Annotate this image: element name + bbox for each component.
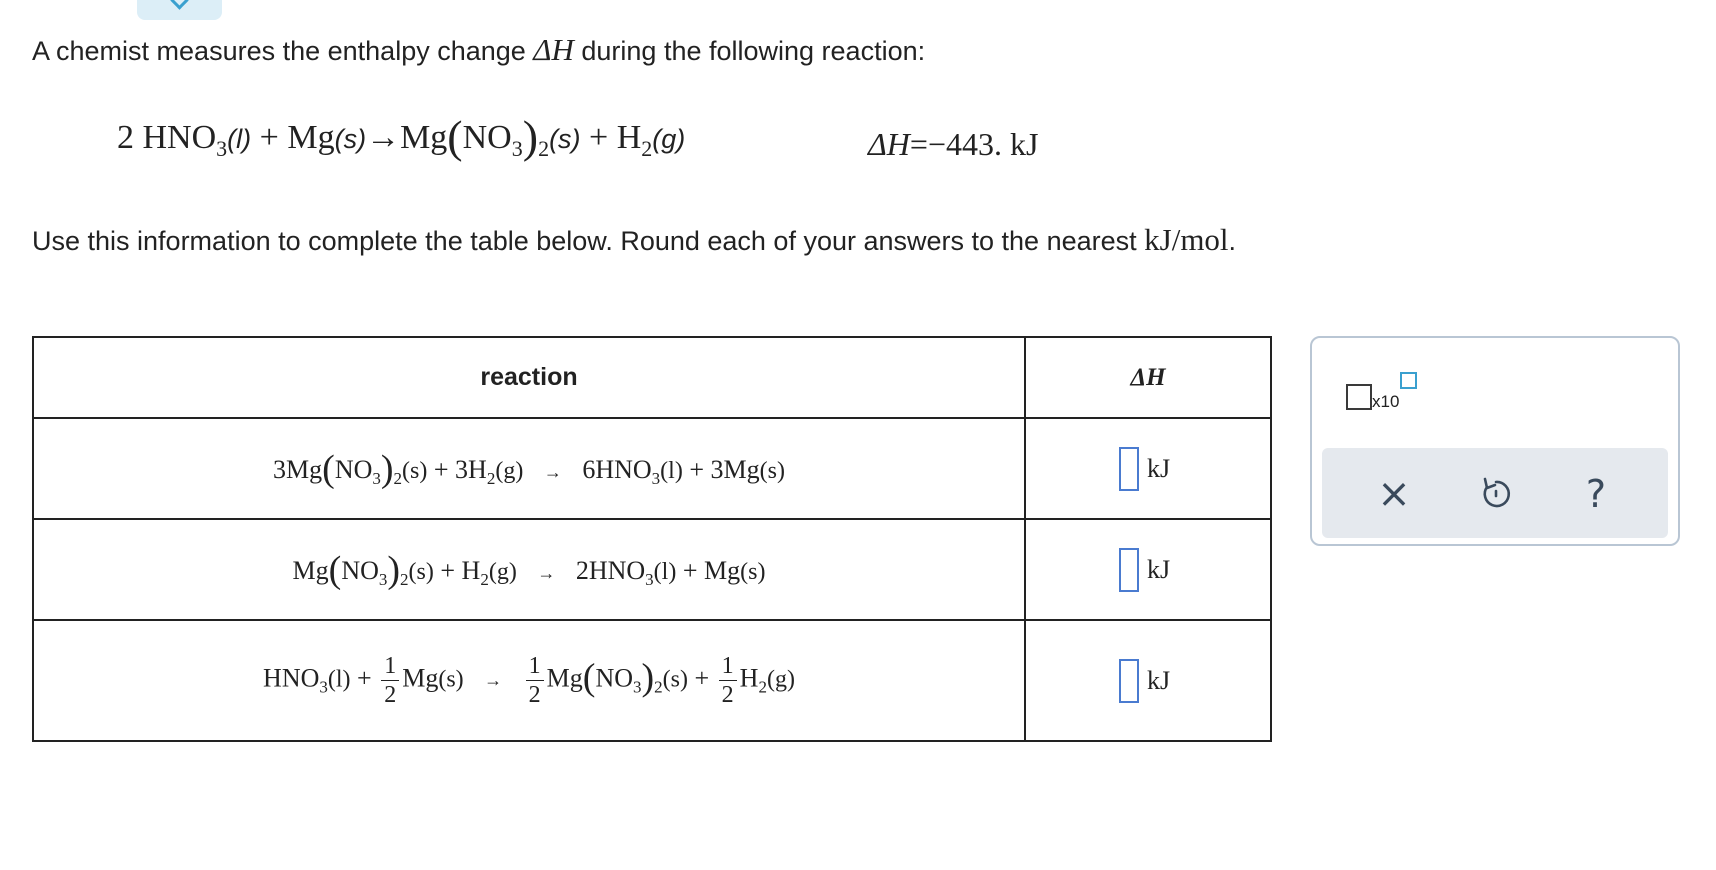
phase-label: (l) — [327, 666, 351, 693]
formula: 6HNO — [582, 454, 652, 484]
given-enthalpy — [868, 126, 1038, 163]
phase-label: (l) — [227, 124, 252, 154]
subscript: 3 — [511, 135, 523, 161]
fraction — [719, 652, 737, 709]
unit-label: kJ — [1147, 554, 1171, 584]
answer-cell — [1025, 620, 1271, 741]
formula: NO — [334, 454, 373, 484]
phase-label: (s) — [402, 457, 428, 484]
reaction-table — [32, 336, 1272, 742]
reaction-arrow: → — [484, 670, 503, 691]
formula: Mg — [546, 663, 583, 693]
table-row — [33, 418, 1271, 519]
unit-label: kJ — [1147, 665, 1171, 695]
phase-label: (g) — [488, 558, 517, 585]
unit-text: kJ/mol — [1144, 222, 1229, 257]
plus-sign: + — [694, 663, 710, 693]
close-icon: × — [1377, 471, 1411, 517]
fraction — [381, 652, 399, 709]
open-paren: ( — [582, 656, 596, 699]
fraction-denominator: 2 — [721, 682, 734, 708]
collapse-tab[interactable] — [137, 0, 222, 20]
plus-sign: + — [689, 454, 704, 484]
base-box-icon — [1346, 384, 1372, 410]
given-reaction — [117, 110, 685, 163]
phase-label: (s) — [740, 558, 766, 585]
delta-h-symbol: ΔH — [868, 126, 910, 162]
open-paren: ( — [328, 548, 342, 591]
subscript: 3 — [645, 569, 654, 589]
reaction-arrow: → — [366, 119, 401, 156]
formula: 3Mg — [273, 454, 323, 484]
delta-h-symbol: ΔH — [1130, 363, 1166, 391]
close-paren: ) — [641, 656, 655, 699]
close-paren: ) — [387, 548, 401, 591]
reactant-formula: Mg — [287, 119, 335, 156]
plus-sign: + — [433, 454, 449, 484]
prompt-line-1 — [32, 32, 925, 68]
fraction — [526, 652, 544, 709]
enthalpy-value: =−443. kJ — [909, 126, 1039, 162]
header-reaction: reaction — [33, 337, 1025, 418]
unit-label: kJ — [1147, 453, 1171, 483]
phase-label: (s) — [549, 124, 581, 154]
answer-cell — [1025, 519, 1271, 620]
answer-tools-panel — [1310, 336, 1680, 546]
product-formula: NO — [462, 119, 512, 156]
help-icon: ? — [1585, 472, 1607, 516]
reaction-arrow: → — [543, 461, 562, 482]
phase-label: (s) — [759, 457, 785, 484]
prompt-line-2 — [32, 222, 1236, 258]
subscript: 3 — [651, 468, 661, 488]
prompt-text: during the following reaction: — [573, 36, 926, 66]
fraction-numerator: 1 — [526, 652, 544, 681]
prompt-text: . — [1228, 226, 1237, 256]
formula: Mg — [292, 555, 329, 585]
subscript: 2 — [480, 569, 489, 589]
subscript: 2 — [758, 677, 767, 697]
reaction-arrow: → — [537, 562, 556, 583]
formula: H — [739, 663, 759, 693]
subscript: 2 — [486, 468, 496, 488]
formula: NO — [341, 555, 379, 585]
undo-icon — [1472, 470, 1520, 518]
phase-label: (g) — [652, 124, 686, 154]
fraction-denominator: 2 — [528, 682, 541, 708]
subscript: 2 — [654, 677, 663, 697]
formula: H — [461, 555, 481, 585]
answer-input-3[interactable] — [1119, 659, 1139, 703]
plus-sign: + — [259, 119, 279, 156]
reaction-equation — [33, 620, 1025, 741]
fraction-denominator: 2 — [384, 682, 397, 708]
fraction-numerator: 1 — [719, 652, 737, 681]
subscript: 2 — [393, 468, 403, 488]
answer-input-1[interactable] — [1119, 447, 1139, 491]
reactant-formula: 2 HNO — [117, 119, 217, 156]
product-formula: H — [616, 119, 642, 156]
subscript: 2 — [641, 135, 653, 161]
formula: 3Mg — [710, 454, 760, 484]
subscript: 3 — [378, 569, 388, 589]
formula: Mg — [402, 663, 439, 693]
open-paren: ( — [322, 447, 335, 490]
formula: 2HNO — [575, 555, 646, 585]
plus-sign: + — [357, 663, 372, 693]
subscript: 3 — [372, 468, 381, 488]
answer-input-2[interactable] — [1119, 548, 1139, 592]
prompt-text: A chemist measures the enthalpy change — [32, 36, 534, 66]
exponent-box-icon — [1400, 372, 1417, 389]
phase-label: (s) — [438, 666, 464, 693]
formula: NO — [595, 663, 634, 693]
delta-h-symbol: ΔH — [533, 32, 574, 67]
phase-label: (s) — [408, 558, 434, 585]
phase-label: (s) — [662, 666, 688, 693]
subscript: 3 — [319, 677, 328, 697]
plus-sign: + — [589, 119, 609, 156]
subscript: 3 — [216, 135, 228, 161]
tool-bar — [1322, 448, 1668, 538]
chevron-down-icon — [170, 0, 188, 10]
open-paren: ( — [447, 111, 463, 162]
answer-cell — [1025, 418, 1271, 519]
scientific-notation-button[interactable] — [1346, 372, 1426, 422]
phase-label: (g) — [766, 666, 795, 693]
close-paren: ) — [380, 447, 394, 490]
table-row — [33, 620, 1271, 741]
phase-label: (g) — [495, 457, 524, 484]
table-header-row — [33, 337, 1271, 418]
formula: Mg — [703, 555, 741, 585]
product-formula: Mg — [400, 119, 448, 156]
formula: 3H — [455, 454, 487, 484]
close-paren: ) — [522, 111, 539, 162]
plus-sign: + — [682, 555, 698, 585]
table-row — [33, 519, 1271, 620]
x10-label: x10 — [1372, 392, 1400, 411]
phase-label: (s) — [334, 124, 367, 154]
help-button[interactable] — [1572, 470, 1620, 518]
clear-button[interactable] — [1370, 470, 1418, 518]
plus-sign: + — [440, 555, 456, 585]
fraction-numerator: 1 — [381, 652, 399, 681]
subscript: 2 — [538, 135, 550, 161]
subscript: 2 — [400, 569, 409, 589]
phase-label: (l) — [660, 457, 683, 484]
formula: HNO — [263, 663, 320, 693]
reaction-equation — [33, 418, 1025, 519]
subscript: 3 — [633, 677, 642, 697]
phase-label: (l) — [653, 558, 677, 585]
undo-button[interactable] — [1472, 470, 1520, 518]
reaction-equation — [33, 519, 1025, 620]
prompt-text: Use this information to complete the table below. Round each of your answers to the nearest — [32, 226, 1145, 256]
header-delta-h — [1025, 337, 1271, 418]
